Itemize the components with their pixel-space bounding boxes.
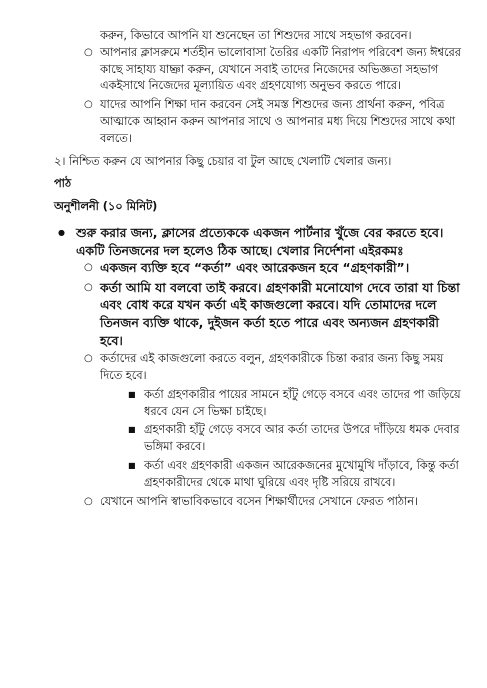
rules-list bbox=[76, 259, 461, 510]
task-item: ■ গ্রহণকারী হাঁটু গেড়ে বসবে আর কর্তা তাদের উপরে দাঁড়িয়ে ধমক দেবার ভঙ্গিমা করবে। bbox=[100, 422, 461, 456]
task-item: ■ কর্তা গ্রহণকারীর পায়ের সামনে হাঁটু গেড়ে বসবে এবং তাদের পা জড়িয়ে ধরবে যেন সে ভিক্ষা চাইছে। bbox=[100, 387, 461, 421]
list-item: ○ আপনার ক্লাসরুমে শর্তহীন ভালোবাসা তৈরির একটি নিরাপদ পরিবেশ জন্য ঈশ্বরের কাছে সাহায্য যাচ্ঞা করুন, যেখানে সবাই তাদের নিজেদের অভিজ্ঞতা সহভাগ একইসাথে নিজেদের মূল্যায়িত এবং গ্রহণযোগ্য অনুভব করতে পারে। bbox=[54, 45, 461, 95]
intro-list bbox=[54, 45, 461, 148]
rule-item: ○ কর্তা আমি যা বলবো তাই করবে। গ্রহণকারী মনোযোগ দেবে তারা যা চিন্তা এবং বোধ করে যখন কর্তা এই কাজগুলো করবে। যদি তোমাদের দলে তিনজন ব্যক্তি থাকে, দুইজন কর্তা হতে পারে এবং অন্যজন গ্রহণকারী হবে। bbox=[76, 279, 461, 349]
practice-list bbox=[54, 224, 461, 510]
intro-continuation: করুন, কিভাবে আপনি যা শুনেছেন তা শিশুদের সাথে সহভাগ করবেন। bbox=[100, 29, 412, 42]
practice-item bbox=[54, 224, 461, 510]
practice-heading: অনুশীলনী (১০ মিনিট) bbox=[54, 200, 158, 214]
practice-main-text: ● শুরু করার জন্য, ক্লাসের প্রত্যেককে একজন পার্টনার খুঁজে বের করতে হবে। একটি তিনজনের দল হলেও ঠিক আছে। খেলার নির্দেশনা এইরকমঃ bbox=[76, 224, 444, 258]
step-two-text: ২। নিশ্চিত করুন যে আপনার কিছু চেয়ার বা টুল আছে খেলাটি খেলার জন্য। bbox=[54, 154, 392, 168]
closing-item: ○ যেখানে আপনি স্বাভাবিকভাবে বসেন শিক্ষার্থীদের সেখানে ফেরত পাঠান। bbox=[76, 494, 461, 511]
lesson-heading: পাঠ bbox=[54, 177, 71, 191]
list-item: ○ যাদের আপনি শিক্ষা দান করবেন সেই সমস্ত শিশুদের জন্য প্রার্থনা করুন, পবিত্র আত্মাকে আহ্বান করুন আপনার সাথে ও আপনার মধ্য দিয়ে শিশুদের সাথে কথা বলতে। bbox=[54, 97, 461, 147]
rule-item: ○ একজন ব্যক্তি হবে “কর্তা” এবং আরেকজন হবে “গ্রহণকারী”। bbox=[76, 259, 461, 277]
tasks-intro-text: ○ কর্তাদের এই কাজগুলো করতে বলুন, গ্রহণকারীকে চিন্তা করার জন্য কিছু সময় দিতে হবে। bbox=[100, 352, 444, 382]
tasks-item bbox=[76, 351, 461, 491]
task-item: ■ কর্তা এবং গ্রহণকারী একজন আরেকজনের মুখোমুখি দাঁড়াবে, কিন্তু কর্তা গ্রহণকারীদের থেকে মাথা ঘুরিয়ে এবং দৃষ্টি সরিয়ে রাখবে। bbox=[100, 458, 461, 492]
tasks-list bbox=[100, 387, 461, 492]
